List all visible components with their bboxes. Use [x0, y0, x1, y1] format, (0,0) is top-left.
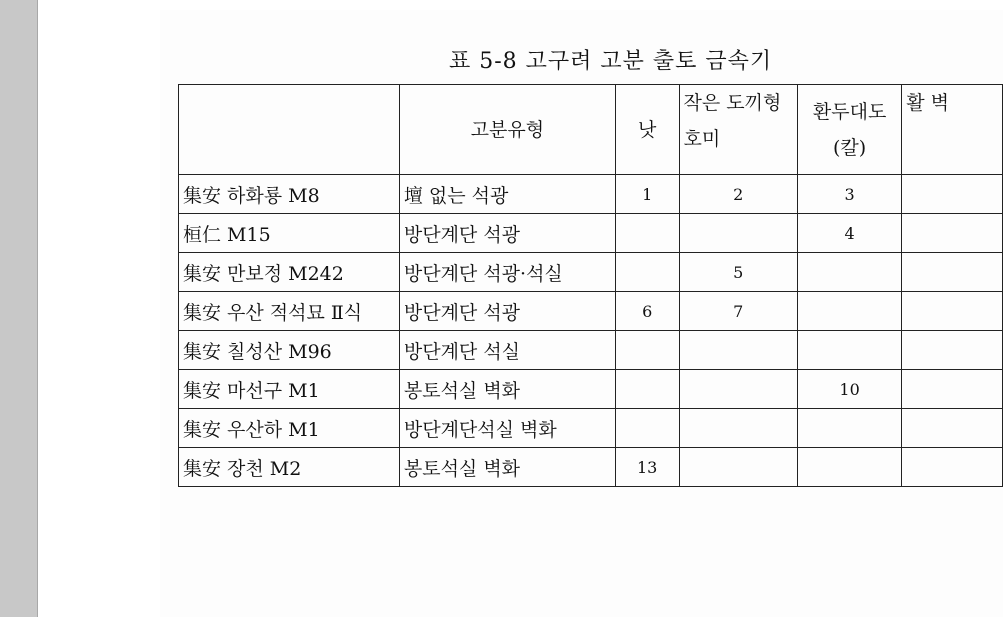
- cell-ring-pommel-sword: [798, 253, 902, 292]
- cell-ring-pommel-sword: 4: [798, 214, 902, 253]
- cell-bow: [902, 253, 1003, 292]
- table-row: [179, 331, 1003, 370]
- cell-sickle: [615, 409, 679, 448]
- cell-site: 集安 하화룡 M8: [179, 175, 400, 214]
- header-small-axe-hoe: 작은 도끼형 호미: [679, 85, 798, 175]
- table-row: [179, 175, 1003, 214]
- cell-tomb-type: 방단계단 석광·석실: [399, 253, 615, 292]
- header-site: [179, 85, 400, 175]
- cell-bow: [902, 409, 1003, 448]
- cell-tomb-type: 봉토석실 벽화: [399, 448, 615, 487]
- scanner-side-strip: [0, 0, 38, 617]
- cell-sickle: [615, 370, 679, 409]
- cell-bow: [902, 292, 1003, 331]
- header-ring-pommel-sword: 환두대도 (칼): [798, 85, 902, 175]
- cell-ring-pommel-sword: 10: [798, 370, 902, 409]
- cell-bow: [902, 448, 1003, 487]
- cell-bow: [902, 370, 1003, 409]
- table-row: [179, 370, 1003, 409]
- cell-site: 集安 마선구 M1: [179, 370, 400, 409]
- cell-tomb-type: 방단계단 석광: [399, 214, 615, 253]
- cell-site: 集安 칠성산 M96: [179, 331, 400, 370]
- cell-bow: [902, 175, 1003, 214]
- cell-tomb-type: 壇 없는 석광: [399, 175, 615, 214]
- cell-tomb-type: 방단계단석실 벽화: [399, 409, 615, 448]
- table-row: [179, 409, 1003, 448]
- table-row: [179, 214, 1003, 253]
- cell-sickle: 1: [615, 175, 679, 214]
- header-sickle: 낫: [615, 85, 679, 175]
- cell-small-axe-hoe: 7: [679, 292, 798, 331]
- cell-sickle: 6: [615, 292, 679, 331]
- table-row: [179, 292, 1003, 331]
- cell-small-axe-hoe: 2: [679, 175, 798, 214]
- cell-ring-pommel-sword: 3: [798, 175, 902, 214]
- cell-sickle: [615, 253, 679, 292]
- cell-bow: [902, 331, 1003, 370]
- cell-small-axe-hoe: [679, 214, 798, 253]
- cell-ring-pommel-sword: [798, 292, 902, 331]
- cell-tomb-type: 방단계단 석실: [399, 331, 615, 370]
- cell-site: 集安 장천 M2: [179, 448, 400, 487]
- cell-ring-pommel-sword: [798, 331, 902, 370]
- cell-sickle: [615, 331, 679, 370]
- cell-small-axe-hoe: [679, 448, 798, 487]
- metal-artifacts-table: [178, 84, 1003, 487]
- table-viewport: [178, 84, 1003, 607]
- header-tomb-type: 고분유형: [399, 85, 615, 175]
- cell-ring-pommel-sword: [798, 448, 902, 487]
- cell-site: 集安 만보정 M242: [179, 253, 400, 292]
- cell-small-axe-hoe: 5: [679, 253, 798, 292]
- cell-site: 集安 우산하 M1: [179, 409, 400, 448]
- cell-sickle: 13: [615, 448, 679, 487]
- header-bow: 활 벽: [902, 85, 1003, 175]
- cell-site: 桓仁 M15: [179, 214, 400, 253]
- table-caption: 표 5-8 고구려 고분 출토 금속기: [449, 49, 773, 74]
- cell-small-axe-hoe: [679, 331, 798, 370]
- cell-site: 集安 우산 적석묘 Ⅱ식: [179, 292, 400, 331]
- cell-sickle: [615, 214, 679, 253]
- cell-small-axe-hoe: [679, 409, 798, 448]
- cell-tomb-type: 방단계단 석광: [399, 292, 615, 331]
- cell-tomb-type: 봉토석실 벽화: [399, 370, 615, 409]
- table-row: [179, 253, 1003, 292]
- cell-ring-pommel-sword: [798, 409, 902, 448]
- cell-bow: [902, 214, 1003, 253]
- table-row: [179, 448, 1003, 487]
- cell-small-axe-hoe: [679, 370, 798, 409]
- header-row: [179, 85, 1003, 175]
